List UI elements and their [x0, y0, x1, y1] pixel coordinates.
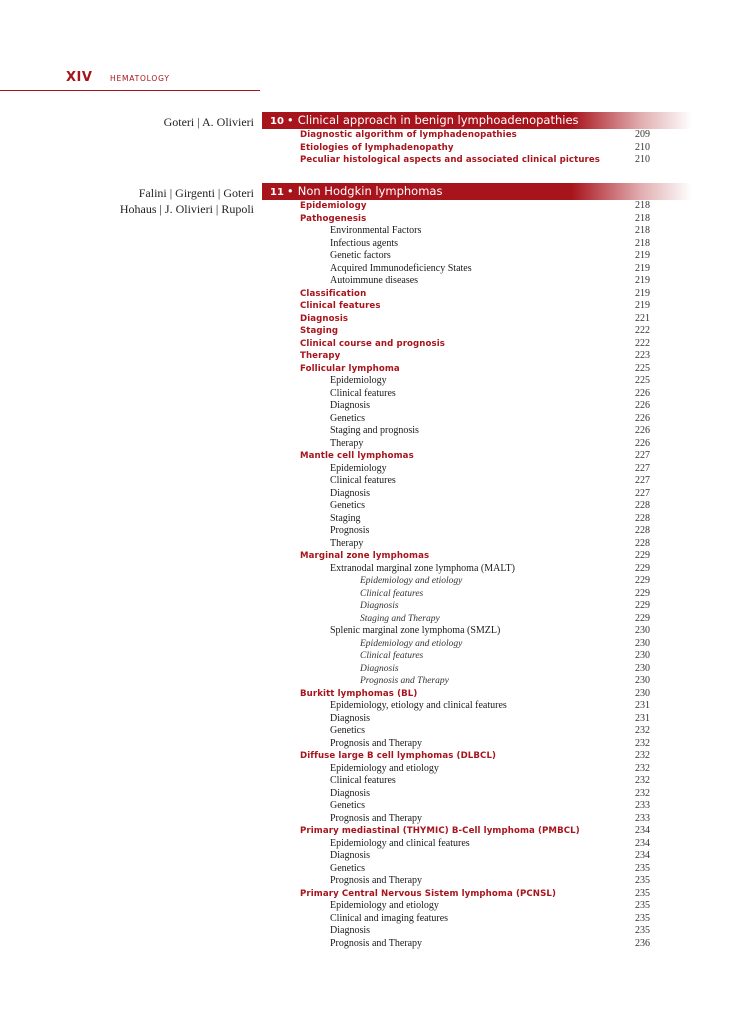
- toc-entry-list: [0, 129, 730, 167]
- entry-page-number: 232: [635, 750, 650, 761]
- toc-subsection-entry[interactable]: [0, 925, 730, 938]
- toc-subsection-entry[interactable]: [0, 850, 730, 863]
- entry-title: Epidemiology: [330, 375, 387, 386]
- entry-title: Diagnosis: [330, 925, 370, 936]
- entry-page-number: 229: [635, 550, 650, 561]
- author-line: Goteri | A. Olivieri: [163, 115, 254, 129]
- toc-subsubsection-entry[interactable]: [0, 600, 730, 613]
- entry-page-number: 222: [635, 337, 650, 349]
- toc-subsection-entry[interactable]: [0, 225, 730, 238]
- toc-subsection-entry[interactable]: [0, 788, 730, 801]
- entry-title: Epidemiology: [330, 462, 387, 474]
- entry-title: Prognosis and Therapy: [330, 937, 423, 949]
- entry-title: Prognosis and Therapy: [360, 676, 449, 686]
- toc-section-entry[interactable]: [0, 142, 730, 155]
- page-number: XIV: [66, 70, 93, 85]
- author-line: Hohaus | J. Olivieri | Rupoli: [119, 202, 254, 216]
- toc-section-entry[interactable]: [0, 154, 730, 167]
- entry-page-number: 227: [635, 475, 650, 486]
- entry-page-number: 225: [635, 375, 650, 386]
- entry-page-number: 231: [635, 712, 650, 724]
- entry-title: Diagnosis: [330, 712, 370, 724]
- entry-page-number: 228: [635, 537, 650, 549]
- toc-subsubsection-entry[interactable]: [0, 663, 730, 676]
- entry-page-number: 229: [635, 612, 650, 624]
- entry-page-number: 230: [635, 662, 650, 674]
- toc-section-entry[interactable]: [0, 688, 730, 701]
- entry-title: Genetics: [330, 500, 365, 511]
- entry-title: Clinical features: [300, 301, 381, 311]
- entry-title: Therapy: [330, 537, 364, 549]
- entry-page-number: 210: [635, 154, 650, 165]
- entry-title: Diagnosis: [330, 787, 370, 799]
- entry-title: Etiologies of lymphadenopathy: [300, 142, 454, 153]
- author-line: Falini | Girgenti | Goteri: [138, 186, 254, 200]
- entry-title: Diagnosis: [330, 850, 370, 861]
- entry-title: Clinical features: [330, 775, 396, 786]
- toc-subsection-entry[interactable]: [0, 438, 730, 451]
- entry-page-number: 219: [635, 262, 650, 274]
- entry-title: Extranodal marginal zone lymphoma (MALT): [330, 562, 515, 574]
- toc-section-entry[interactable]: [0, 825, 730, 838]
- entry-page-number: 219: [635, 275, 650, 286]
- entry-title: Genetics: [330, 800, 365, 811]
- toc-section-entry[interactable]: [0, 213, 730, 226]
- chapter-authors: [14, 114, 254, 130]
- entry-title: Clinical features: [360, 651, 424, 661]
- bullet-separator: •: [286, 113, 294, 127]
- entry-page-number: 235: [635, 875, 650, 886]
- entry-page-number: 227: [635, 462, 650, 474]
- entry-page-number: 228: [635, 512, 650, 524]
- toc-subsection-entry[interactable]: [0, 738, 730, 751]
- toc-subsection-entry[interactable]: [0, 763, 730, 776]
- toc-section-entry[interactable]: [0, 550, 730, 563]
- entry-title: Staging: [330, 512, 361, 524]
- entry-title: Clinical and imaging features: [330, 912, 449, 924]
- entry-page-number: 229: [635, 600, 650, 611]
- entry-page-number: 218: [635, 237, 650, 249]
- toc-subsection-entry[interactable]: [0, 900, 730, 913]
- entry-page-number: 228: [635, 525, 650, 536]
- entry-page-number: 228: [635, 500, 650, 511]
- entry-title: Prognosis and Therapy: [330, 737, 423, 749]
- entry-page-number: 210: [635, 141, 650, 153]
- entry-title: Acquired Immunodeficiency States: [330, 262, 472, 274]
- entry-page-number: 235: [635, 912, 650, 924]
- entry-title: Clinical course and prognosis: [300, 338, 445, 349]
- entry-page-number: 231: [635, 700, 650, 711]
- entry-title: Staging and prognosis: [330, 425, 419, 436]
- entry-title: Epidemiology and etiology: [330, 762, 439, 774]
- toc-subsection-entry[interactable]: [0, 263, 730, 276]
- entry-page-number: 232: [635, 762, 650, 774]
- entry-page-number: 219: [635, 300, 650, 311]
- entry-title: Therapy: [300, 351, 341, 361]
- entry-page-number: 236: [635, 937, 650, 949]
- entry-title: Diagnosis: [360, 663, 399, 674]
- entry-title: Splenic marginal zone lymphoma (SMZL): [330, 625, 501, 636]
- entry-title: Epidemiology and etiology: [330, 900, 439, 911]
- entry-title: Diagnosis: [330, 487, 370, 499]
- entry-page-number: 219: [635, 287, 650, 299]
- entry-title: Staging and Therapy: [360, 613, 440, 624]
- toc-section-entry[interactable]: [0, 750, 730, 763]
- entry-page-number: 230: [635, 625, 650, 636]
- toc-subsubsection-entry[interactable]: [0, 675, 730, 688]
- toc-section-entry[interactable]: [0, 363, 730, 376]
- entry-title: Diffuse large B cell lymphomas (DLBCL): [300, 751, 497, 761]
- entry-title: Prognosis: [330, 525, 370, 536]
- toc-section-entry[interactable]: [0, 313, 730, 326]
- entry-title: Follicular lymphoma: [300, 363, 400, 374]
- toc-section-entry[interactable]: [0, 300, 730, 313]
- entry-page-number: 234: [635, 825, 650, 836]
- entry-page-number: 209: [635, 129, 650, 140]
- toc-subsection-entry[interactable]: [0, 238, 730, 251]
- entry-title: Autoimmune diseases: [330, 275, 419, 286]
- entry-page-number: 226: [635, 437, 650, 449]
- toc-subsection-entry[interactable]: [0, 388, 730, 401]
- entry-page-number: 235: [635, 887, 650, 899]
- entry-title: Diagnosis: [330, 400, 370, 411]
- toc-subsection-entry[interactable]: [0, 500, 730, 513]
- entry-title: Clinical features: [360, 588, 424, 599]
- entry-page-number: 230: [635, 637, 650, 649]
- toc-subsection-entry[interactable]: [0, 725, 730, 738]
- toc-section-entry[interactable]: [0, 450, 730, 463]
- toc-subsection-entry[interactable]: [0, 375, 730, 388]
- entry-title: Infectious agents: [330, 237, 399, 249]
- entry-page-number: 230: [635, 687, 650, 699]
- toc-subsection-entry[interactable]: [0, 563, 730, 576]
- entry-title: Diagnostic algorithm of lymphadenopathies: [300, 130, 517, 140]
- toc-subsubsection-entry[interactable]: [0, 638, 730, 651]
- toc-subsection-entry[interactable]: [0, 425, 730, 438]
- entry-title: Peculiar histological aspects and associated clinical pictures: [300, 155, 601, 165]
- toc-subsection-entry[interactable]: [0, 413, 730, 426]
- running-header: [0, 60, 260, 91]
- entry-page-number: 230: [635, 675, 650, 686]
- toc-subsection-entry[interactable]: [0, 625, 730, 638]
- entry-page-number: 227: [635, 450, 650, 461]
- toc-subsection-entry[interactable]: [0, 475, 730, 488]
- entry-page-number: 225: [635, 362, 650, 374]
- entry-page-number: 232: [635, 787, 650, 799]
- entry-page-number: 232: [635, 775, 650, 786]
- toc-section-entry[interactable]: [0, 350, 730, 363]
- entry-title: Genetics: [330, 725, 365, 736]
- toc-subsection-entry[interactable]: [0, 513, 730, 526]
- entry-title: Clinical features: [330, 387, 396, 399]
- toc-subsection-entry[interactable]: [0, 700, 730, 713]
- entry-page-number: 235: [635, 862, 650, 874]
- chapter-title: Non Hodgkin lymphomas: [297, 184, 443, 198]
- toc-subsection-entry[interactable]: [0, 538, 730, 551]
- entry-title: Epidemiology and etiology: [360, 638, 463, 649]
- entry-title: Epidemiology, etiology and clinical features: [330, 700, 507, 711]
- toc-entry-list: [0, 200, 730, 950]
- entry-page-number: 234: [635, 850, 650, 861]
- entry-title: Diagnosis: [360, 601, 399, 611]
- entry-page-number: 218: [635, 225, 650, 236]
- chapter-title-bar[interactable]: [262, 112, 692, 129]
- chapter-number: 10: [270, 116, 284, 127]
- entry-page-number: 218: [635, 212, 650, 224]
- toc-subsubsection-entry[interactable]: [0, 650, 730, 663]
- toc-subsection-entry[interactable]: [0, 400, 730, 413]
- toc-subsection-entry[interactable]: [0, 463, 730, 476]
- entry-page-number: 226: [635, 412, 650, 424]
- entry-page-number: 226: [635, 400, 650, 411]
- bullet-separator: •: [286, 184, 294, 198]
- entry-page-number: 233: [635, 800, 650, 811]
- entry-page-number: 223: [635, 350, 650, 361]
- entry-title: Genetics: [330, 862, 365, 874]
- toc-subsubsection-entry[interactable]: [0, 575, 730, 588]
- entry-page-number: 235: [635, 925, 650, 936]
- toc-subsection-entry[interactable]: [0, 863, 730, 876]
- entry-title: Primary Central Nervous Sistem lymphoma (PCNSL): [300, 888, 556, 899]
- entry-page-number: 229: [635, 575, 650, 586]
- entry-title: Genetic factors: [330, 250, 391, 261]
- entry-page-number: 226: [635, 387, 650, 399]
- entry-page-number: 219: [635, 250, 650, 261]
- entry-page-number: 229: [635, 587, 650, 599]
- entry-title: Classification: [300, 288, 367, 299]
- entry-title: Pathogenesis: [300, 213, 367, 224]
- toc-section-entry[interactable]: [0, 129, 730, 142]
- entry-page-number: 229: [635, 562, 650, 574]
- toc-subsection-entry[interactable]: [0, 800, 730, 813]
- entry-title: Marginal zone lymphomas: [300, 551, 430, 561]
- toc-subsection-entry[interactable]: [0, 713, 730, 726]
- entry-page-number: 221: [635, 312, 650, 324]
- toc-subsubsection-entry[interactable]: [0, 588, 730, 601]
- entry-page-number: 233: [635, 812, 650, 824]
- entry-page-number: 227: [635, 487, 650, 499]
- toc-section-entry[interactable]: [0, 325, 730, 338]
- entry-title: Mantle cell lymphomas: [300, 451, 414, 461]
- toc-subsection-entry[interactable]: [0, 250, 730, 263]
- entry-title: Prognosis and Therapy: [330, 875, 423, 886]
- toc-subsection-entry[interactable]: [0, 813, 730, 826]
- entry-title: Therapy: [330, 437, 364, 449]
- toc-section-entry[interactable]: [0, 200, 730, 213]
- entry-title: Burkitt lymphomas (BL): [300, 688, 418, 699]
- toc-subsection-entry[interactable]: [0, 938, 730, 951]
- toc-section-entry[interactable]: [0, 338, 730, 351]
- entry-title: Environmental Factors: [330, 225, 422, 236]
- toc-subsection-entry[interactable]: [0, 913, 730, 926]
- entry-page-number: 232: [635, 725, 650, 736]
- entry-title: Clinical features: [330, 475, 396, 486]
- entry-title: Staging: [300, 326, 339, 336]
- entry-title: Genetics: [330, 412, 365, 424]
- chapter-title-bar[interactable]: [262, 183, 692, 200]
- toc-subsection-entry[interactable]: [0, 525, 730, 538]
- running-title: HEMATOLOGY: [110, 74, 170, 83]
- entry-title: Epidemiology and clinical features: [330, 837, 470, 849]
- toc-subsection-entry[interactable]: [0, 775, 730, 788]
- toc-subsection-entry[interactable]: [0, 875, 730, 888]
- entry-page-number: 218: [635, 200, 650, 211]
- toc-section-entry[interactable]: [0, 288, 730, 301]
- entry-title: Epidemiology: [300, 201, 367, 211]
- entry-title: Diagnosis: [300, 313, 349, 324]
- entry-page-number: 226: [635, 425, 650, 436]
- toc-subsubsection-entry[interactable]: [0, 613, 730, 626]
- chapter-number: 11: [270, 187, 284, 198]
- chapter-title: Clinical approach in benign lymphoadenopathies: [297, 113, 579, 127]
- entry-page-number: 234: [635, 837, 650, 849]
- entry-title: Prognosis and Therapy: [330, 812, 423, 824]
- entry-page-number: 232: [635, 737, 650, 749]
- entry-page-number: 230: [635, 650, 650, 661]
- toc-subsection-entry[interactable]: [0, 275, 730, 288]
- entry-title: Primary mediastinal (THYMIC) B-Cell lymphoma (PMBCL): [300, 826, 580, 836]
- entry-title: Epidemiology and etiology: [360, 576, 463, 586]
- toc-subsection-entry[interactable]: [0, 488, 730, 501]
- toc-subsection-entry[interactable]: [0, 838, 730, 851]
- toc-section-entry[interactable]: [0, 888, 730, 901]
- entry-page-number: 235: [635, 900, 650, 911]
- entry-page-number: 222: [635, 325, 650, 336]
